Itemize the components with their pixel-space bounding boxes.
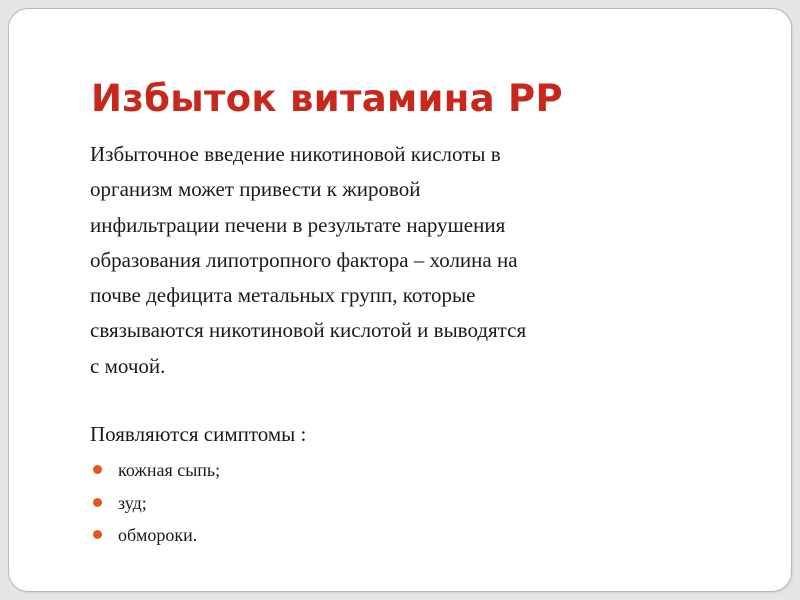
body-line: Избыточное введение никотиновой кислоты в [90, 142, 501, 166]
body-line: с мочой. [90, 353, 166, 378]
body-line: почве дефицита метальных групп, которые [90, 283, 476, 308]
body-paragraph [90, 137, 670, 384]
body-line: организм может привести к жировой [90, 177, 421, 202]
body-line: образования липотропного фактора – холина на [90, 247, 518, 272]
symptom-item [90, 519, 220, 552]
slide-title: Избыток витамина РР [91, 77, 563, 120]
body-line: инфильтрации печени в результате нарушения [90, 212, 506, 237]
symptoms-heading: Появляются симптомы : [90, 422, 307, 446]
bullet-dot-icon [93, 465, 102, 474]
symptom-item [90, 454, 220, 487]
symptom-label: обмороки. [118, 525, 198, 545]
symptom-label: зуд; [118, 492, 147, 513]
bullet-dot-icon [93, 530, 102, 539]
slide-card [8, 8, 792, 592]
symptom-list [90, 454, 220, 552]
bullet-dot-icon [93, 498, 102, 507]
body-line: связываются никотиновой кислотой и выводятся [90, 318, 527, 343]
symptom-label: кожная сыпь; [118, 460, 221, 480]
symptom-item [90, 487, 220, 520]
